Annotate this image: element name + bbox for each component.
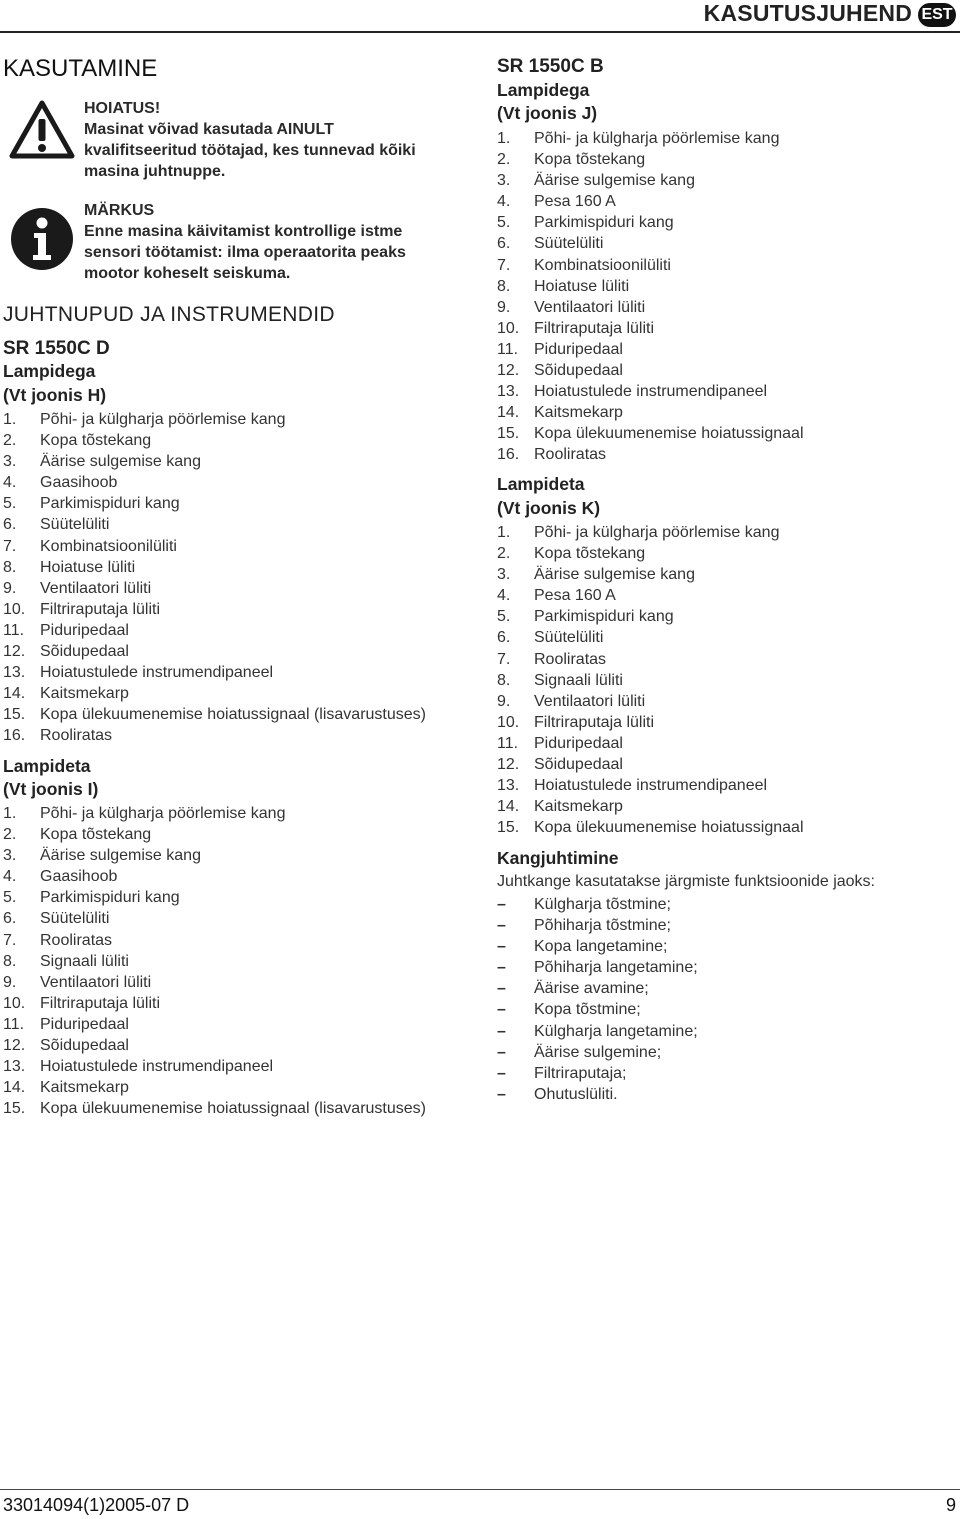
list-item xyxy=(3,599,426,620)
item-number: 5. xyxy=(3,495,17,513)
warning-triangle-icon xyxy=(9,100,75,160)
item-number: 4. xyxy=(3,474,17,492)
dash-bullet: – xyxy=(497,1001,506,1019)
page-header xyxy=(0,0,960,40)
list-item xyxy=(3,972,426,993)
item-label: Süütelüliti xyxy=(40,516,110,534)
item-label: Kopa ülekuumenemise hoiatussignaal (lisavarustuses) xyxy=(40,1100,426,1118)
list-item xyxy=(497,999,698,1020)
list-item xyxy=(3,887,426,908)
dash-bullet: – xyxy=(497,1064,506,1082)
list-item xyxy=(497,360,804,381)
item-number: 8. xyxy=(497,277,511,295)
item-number: 12. xyxy=(3,1037,26,1055)
list-item xyxy=(3,536,426,557)
item-label: Sõidupedaal xyxy=(534,756,623,774)
item-number: 3. xyxy=(497,172,511,190)
item-number: 14. xyxy=(497,404,520,422)
list-item xyxy=(497,649,804,670)
list-item xyxy=(497,381,804,402)
item-label: Rooliratas xyxy=(40,931,113,949)
item-label: Kopa ülekuumenemise hoiatussignaal xyxy=(534,819,804,837)
dash-bullet: – xyxy=(497,896,506,913)
list-item xyxy=(497,149,804,170)
item-label: Külgharja langetamine; xyxy=(534,1022,698,1040)
document-code: 33014094(1)2005-07 D xyxy=(3,1495,190,1515)
list-item xyxy=(497,564,804,585)
item-label: Kaitsmekarp xyxy=(534,798,623,816)
item-number: 9. xyxy=(497,692,511,710)
list-item xyxy=(3,993,426,1014)
item-label: Põhi- ja külgharja pöörlemise kang xyxy=(534,130,780,147)
warning-text-line: kvalifitseeritud töötajad, kes tunnevad kõiki xyxy=(84,142,416,159)
list-item xyxy=(497,318,804,339)
item-label: Hoiatuse lüliti xyxy=(534,277,630,295)
item-label: Süütelüliti xyxy=(534,235,604,253)
parts-list xyxy=(3,409,426,747)
list-item xyxy=(497,233,804,254)
item-number: 15. xyxy=(497,425,520,443)
dash-bullet: – xyxy=(497,1022,506,1040)
list-item xyxy=(497,191,804,212)
item-number: 9. xyxy=(497,298,511,316)
list-item xyxy=(3,620,426,641)
parts-list xyxy=(497,128,804,466)
item-label: Kaitsmekarp xyxy=(40,1079,129,1097)
list-item xyxy=(3,472,426,493)
item-number: 6. xyxy=(497,629,511,647)
item-label: Sõidupedaal xyxy=(40,1037,129,1055)
dash-bullet: – xyxy=(497,959,506,977)
item-label: Parkimispiduri kang xyxy=(534,214,674,232)
list-item xyxy=(497,712,804,733)
item-label: Kaitsmekarp xyxy=(40,685,129,703)
item-label: Põhi- ja külgharja pöörlemise kang xyxy=(40,411,286,428)
list-item xyxy=(497,936,698,957)
item-number: 3. xyxy=(3,453,17,471)
item-label: Süütelüliti xyxy=(534,629,604,647)
list-item xyxy=(3,683,426,704)
list-item xyxy=(3,451,426,472)
item-label: Kopa tõstekang xyxy=(534,151,646,169)
dash-bullet: – xyxy=(497,917,506,935)
item-number: 4. xyxy=(497,193,511,211)
warning-text-line: Masinat võivad kasutada AINULT xyxy=(84,121,334,138)
item-number: 13. xyxy=(3,1058,26,1076)
item-number: 4. xyxy=(497,587,511,605)
list-item xyxy=(3,1077,426,1098)
list-item xyxy=(497,1063,698,1084)
item-number: 10. xyxy=(497,319,520,337)
item-label: Filtriraputaja; xyxy=(534,1064,627,1082)
list-item xyxy=(3,662,426,683)
note-text-line: mootor koheselt seiskuma. xyxy=(84,265,291,282)
list-item xyxy=(3,866,426,887)
list-item xyxy=(497,585,804,606)
item-label: Sõidupedaal xyxy=(534,362,623,380)
item-label: Piduripedaal xyxy=(534,340,623,358)
function-list xyxy=(497,894,698,1105)
item-number: 11. xyxy=(497,734,519,752)
item-number: 13. xyxy=(497,777,520,795)
item-number: 3. xyxy=(497,566,511,584)
dash-bullet: – xyxy=(497,1085,506,1103)
item-number: 10. xyxy=(3,600,26,618)
item-number: 1. xyxy=(497,524,511,541)
item-number: 12. xyxy=(497,362,520,380)
list-item xyxy=(497,170,804,191)
item-number: 6. xyxy=(3,910,17,928)
list-item xyxy=(497,915,698,936)
item-number: 4. xyxy=(3,868,17,886)
item-number: 14. xyxy=(3,1079,26,1097)
list-item xyxy=(497,691,804,712)
item-number: 15. xyxy=(3,1100,26,1118)
item-label: Põhiharja langetamine; xyxy=(534,959,698,977)
list-item xyxy=(497,733,804,754)
item-number: 7. xyxy=(497,256,511,274)
item-number: 2. xyxy=(3,432,17,450)
item-number: 1. xyxy=(497,130,511,147)
list-item xyxy=(497,670,804,691)
item-number: 10. xyxy=(497,713,520,731)
list-item xyxy=(497,1042,698,1063)
item-label: Filtriraputaja lüliti xyxy=(40,600,161,618)
item-label: Filtriraputaja lüliti xyxy=(40,994,161,1012)
list-item xyxy=(497,817,804,838)
item-label: Äärise sulgemise kang xyxy=(40,453,201,471)
item-number: 15. xyxy=(497,819,520,837)
warning-title: HOIATUS! xyxy=(84,100,161,117)
item-number: 13. xyxy=(497,383,520,401)
item-number: 6. xyxy=(497,235,511,253)
info-icon xyxy=(10,207,74,271)
item-number: 5. xyxy=(497,608,511,626)
item-label: Hoiatustulede instrumendipaneel xyxy=(534,777,768,795)
list-item xyxy=(3,1098,426,1119)
item-number: 13. xyxy=(3,664,26,682)
list-item xyxy=(3,845,426,866)
item-label: Ventilaatori lüliti xyxy=(40,579,152,597)
list-item xyxy=(497,339,804,360)
item-number: 16. xyxy=(3,727,26,745)
list-item xyxy=(497,212,804,233)
parts-list xyxy=(497,522,804,838)
group-title: Lampideta xyxy=(3,756,91,776)
item-label: Hoiatuse lüliti xyxy=(40,558,136,576)
item-label: Põhiharja tõstmine; xyxy=(534,917,671,935)
item-number: 3. xyxy=(3,847,17,865)
group-title: Lampideta xyxy=(497,474,585,494)
lever-title: Kangjuhtimine xyxy=(497,848,619,868)
figure-reference: (Vt joonis J) xyxy=(497,103,598,123)
list-item xyxy=(497,297,804,318)
item-label: Hoiatustulede instrumendipaneel xyxy=(534,383,768,401)
item-label: Ventilaatori lüliti xyxy=(534,692,646,710)
list-item xyxy=(497,255,804,276)
list-item xyxy=(3,409,426,430)
item-number: 12. xyxy=(3,643,26,661)
item-label: Rooliratas xyxy=(534,650,607,668)
item-label: Kopa tõstekang xyxy=(40,432,152,450)
list-item xyxy=(497,796,804,817)
list-item xyxy=(497,775,804,796)
item-number: 1. xyxy=(3,411,17,428)
list-item xyxy=(3,557,426,578)
item-label: Kopa tõstekang xyxy=(40,826,152,844)
item-label: Kopa langetamine; xyxy=(534,938,668,956)
warning-text-line: masina juhtnuppe. xyxy=(84,163,226,180)
item-number: 5. xyxy=(497,214,511,232)
list-item xyxy=(3,514,426,535)
item-label: Rooliratas xyxy=(40,727,113,745)
item-label: Signaali lüliti xyxy=(40,952,129,970)
item-label: Kombinatsioonilüliti xyxy=(534,256,671,274)
lever-intro: Juhtkange kasutatakse järgmiste funktsioonide jaoks: xyxy=(497,873,875,890)
item-number: 7. xyxy=(3,931,17,949)
list-item xyxy=(3,430,426,451)
list-item xyxy=(497,754,804,775)
list-item xyxy=(3,704,426,725)
list-item xyxy=(497,276,804,297)
item-number: 2. xyxy=(497,545,511,563)
item-label: Äärise sulgemine; xyxy=(534,1043,662,1061)
footer-divider xyxy=(0,1489,960,1490)
item-number: 9. xyxy=(3,973,17,991)
list-item xyxy=(497,444,804,465)
note-text-line: Enne masina käivitamist kontrollige istme xyxy=(84,223,403,240)
item-label: Gaasihoob xyxy=(40,868,118,886)
list-item xyxy=(3,493,426,514)
item-number: 16. xyxy=(497,446,520,464)
item-label: Piduripedaal xyxy=(40,621,129,639)
list-item xyxy=(3,908,426,929)
header-divider xyxy=(0,31,960,33)
item-number: 14. xyxy=(3,685,26,703)
item-label: Hoiatustulede instrumendipaneel xyxy=(40,664,274,682)
model-title: SR 1550C B xyxy=(497,56,604,77)
item-label: Piduripedaal xyxy=(534,734,623,752)
manual-title: KASUTUSJUHEND xyxy=(703,0,912,26)
list-item xyxy=(497,627,804,648)
item-label: Äärise sulgemise kang xyxy=(534,566,695,584)
item-label: Filtriraputaja lüliti xyxy=(534,713,655,731)
item-label: Piduripedaal xyxy=(40,1015,129,1033)
item-number: 15. xyxy=(3,706,26,724)
dash-bullet: – xyxy=(497,938,506,956)
list-item xyxy=(497,522,804,543)
item-label: Pesa 160 A xyxy=(534,587,616,605)
list-item xyxy=(497,1021,698,1042)
list-item xyxy=(3,578,426,599)
item-label: Äärise avamine; xyxy=(534,980,649,998)
list-item xyxy=(497,957,698,978)
section-title: KASUTAMINE xyxy=(3,55,158,82)
item-label: Kaitsmekarp xyxy=(534,404,623,422)
dash-bullet: – xyxy=(497,1043,506,1061)
item-label: Süütelüliti xyxy=(40,910,110,928)
item-label: Sõidupedaal xyxy=(40,643,129,661)
list-item xyxy=(3,824,426,845)
item-number: 2. xyxy=(497,151,511,169)
dash-bullet: – xyxy=(497,980,506,998)
item-label: Parkimispiduri kang xyxy=(40,495,180,513)
item-label: Kopa tõstmine; xyxy=(534,1001,641,1019)
list-item xyxy=(497,1084,698,1105)
list-item xyxy=(3,951,426,972)
item-number: 8. xyxy=(3,558,17,576)
list-item xyxy=(3,725,426,746)
list-item xyxy=(3,1035,426,1056)
language-badge: EST xyxy=(918,3,956,27)
item-number: 6. xyxy=(3,516,17,534)
controls-title: JUHTNUPUD JA INSTRUMENDID xyxy=(3,303,335,326)
item-label: Kopa tõstekang xyxy=(534,545,646,563)
item-label: Äärise sulgemise kang xyxy=(534,172,695,190)
list-item xyxy=(497,128,804,149)
list-item xyxy=(497,894,698,915)
item-label: Filtriraputaja lüliti xyxy=(534,319,655,337)
item-label: Ohutuslüliti. xyxy=(534,1085,618,1103)
item-label: Ventilaatori lüliti xyxy=(534,298,646,316)
list-item xyxy=(3,1056,426,1077)
item-number: 14. xyxy=(497,798,520,816)
item-number: 11. xyxy=(497,340,519,358)
list-item xyxy=(497,402,804,423)
note-text-line: sensori töötamist: ilma operaatorita peaks xyxy=(84,244,406,261)
item-label: Kombinatsioonilüliti xyxy=(40,537,177,555)
figure-reference: (Vt joonis H) xyxy=(3,385,107,405)
figure-reference: (Vt joonis I) xyxy=(3,779,99,799)
page-number: 9 xyxy=(945,1495,956,1515)
item-label: Kopa ülekuumenemise hoiatussignaal (lisavarustuses) xyxy=(40,706,426,724)
item-number: 8. xyxy=(3,952,17,970)
parts-list xyxy=(3,803,426,1119)
list-item xyxy=(3,641,426,662)
item-number: 12. xyxy=(497,756,520,774)
item-label: Põhi- ja külgharja pöörlemise kang xyxy=(40,805,286,822)
list-item xyxy=(497,543,804,564)
list-item xyxy=(3,1014,426,1035)
item-label: Parkimispiduri kang xyxy=(534,608,674,626)
list-item xyxy=(3,930,426,951)
list-item xyxy=(497,606,804,627)
model-title: SR 1550C D xyxy=(3,338,110,359)
item-number: 5. xyxy=(3,889,17,907)
item-number: 11. xyxy=(3,1015,25,1033)
item-label: Kopa ülekuumenemise hoiatussignaal xyxy=(534,425,804,443)
item-label: Ventilaatori lüliti xyxy=(40,973,152,991)
item-label: Põhi- ja külgharja pöörlemise kang xyxy=(534,524,780,541)
item-number: 2. xyxy=(3,826,17,844)
item-label: Äärise sulgemise kang xyxy=(40,847,201,865)
item-number: 1. xyxy=(3,805,17,822)
figure-reference: (Vt joonis K) xyxy=(497,498,601,518)
item-number: 10. xyxy=(3,994,26,1012)
item-number: 7. xyxy=(3,537,17,555)
item-label: Parkimispiduri kang xyxy=(40,889,180,907)
item-number: 8. xyxy=(497,671,511,689)
item-number: 7. xyxy=(497,650,511,668)
item-label: Pesa 160 A xyxy=(534,193,616,211)
list-item xyxy=(3,803,426,824)
item-number: 9. xyxy=(3,579,17,597)
list-item xyxy=(497,423,804,444)
list-item xyxy=(497,978,698,999)
group-title: Lampidega xyxy=(3,361,96,381)
group-title: Lampidega xyxy=(497,80,590,100)
item-number: 11. xyxy=(3,621,25,639)
item-label: Külgharja tõstmine; xyxy=(534,896,671,913)
note-title: MÄRKUS xyxy=(84,202,155,219)
item-label: Rooliratas xyxy=(534,446,607,464)
item-label: Signaali lüliti xyxy=(534,671,623,689)
item-label: Hoiatustulede instrumendipaneel xyxy=(40,1058,274,1076)
item-label: Gaasihoob xyxy=(40,474,118,492)
